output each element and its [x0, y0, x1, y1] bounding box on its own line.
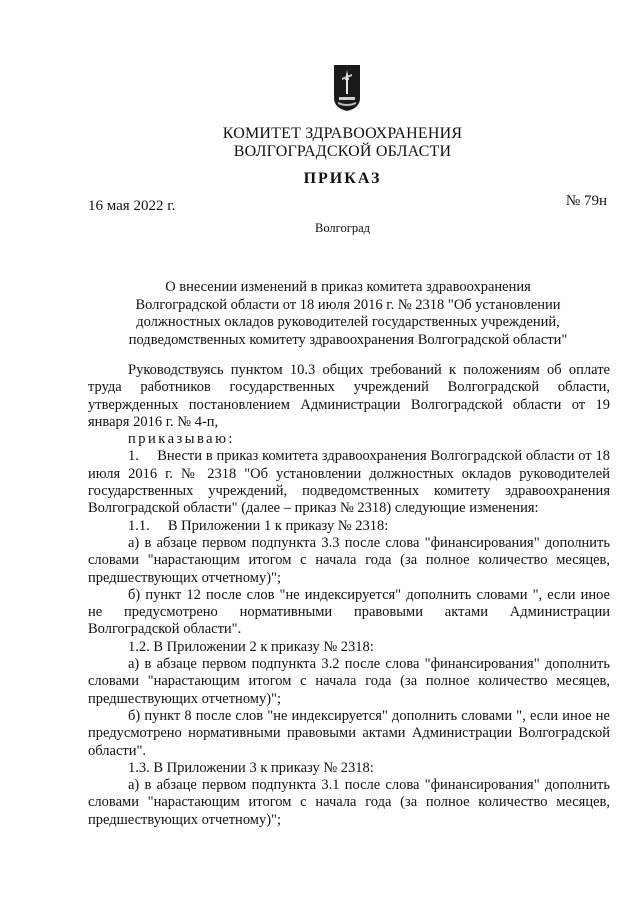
paragraph: 1.3. В Приложении 3 к приказу № 2318:	[128, 759, 374, 776]
paragraph: 1.1. В Приложении 1 к приказу № 2318:	[128, 517, 389, 534]
paragraph: а) в абзаце первом подпункта 3.2 после слова "финансирования" дополнить словами "нарастающим итогом с начала года (за полное количество месяцев, предшествующих отчетному)";	[88, 656, 610, 707]
org-name-line2: ВОЛГОГРАДСКОЙ ОБЛАСТИ	[233, 143, 452, 160]
title-line: Волгоградской области от 18 июля 2016 г. № 2318 "Об установлении	[135, 296, 561, 313]
paragraph: а) в абзаце первом подпункта 3.1 после слова "финансирования" дополнить словами "нарастающим итогом с начала года (за полное количество месяцев, предшествующих отчетному)";	[88, 777, 610, 828]
org-name-line1: КОМИТЕТ ЗДРАВООХРАНЕНИЯ	[222, 125, 463, 142]
document-number: № 79н	[565, 193, 607, 209]
title-line: подведомственных комитету здравоохранения Волгоградской области"	[128, 331, 568, 348]
paragraph: а) в абзаце первом подпункта 3.3 после слова "финансирования" дополнить словами "нарастающим итогом с начала года (за полное количество месяцев, предшествующих отчетному)";	[88, 534, 610, 586]
paragraph: Руководствуясь пунктом 10.3 общих требований к положениям об оплате труда работников государственных учреждений Волгоградской области, утвержденных постановлением Администрации Волгоградской области от 19 января 2016 г. № 4-п,	[88, 362, 610, 430]
paragraph: б) пункт 8 после слов "не индексируется" дополнить словами ", если иное не предусмотрено нормативными правовыми актами Администрации Волгоградской области".	[88, 707, 610, 759]
coat-of-arms-icon	[333, 64, 361, 112]
document-type: ПРИКАЗ	[303, 170, 382, 187]
title-line: О внесении изменений в приказ комитета здравоохранения	[165, 279, 531, 295]
title-line: должностных окладов руководителей государственных учреждений,	[136, 314, 560, 330]
document-date: 16 мая 2022 г.	[88, 198, 176, 214]
paragraph: б) пункт 12 после слов "не индексируется" дополнить словами ", если иное не предусмотрено нормативными правовыми актами Администрации Волгоградской области".	[88, 586, 610, 638]
paragraph: 1. Внести в приказ комитета здравоохранения Волгоградской области от 18 июля 2016 г. № 2318 "Об установлении должностных окладов руководителей государственных учреждений, подведомственных комитету здравоохранения Волгоградской области" (далее – приказ № 2318) следующие изменения:	[88, 448, 610, 517]
document-body	[88, 362, 610, 829]
paragraph: 1.2. В Приложении 2 к приказу № 2318:	[128, 638, 374, 655]
paragraph-order-word: приказываю:	[128, 431, 235, 448]
document-city: Волгоград	[314, 221, 370, 235]
document-title	[88, 279, 608, 349]
